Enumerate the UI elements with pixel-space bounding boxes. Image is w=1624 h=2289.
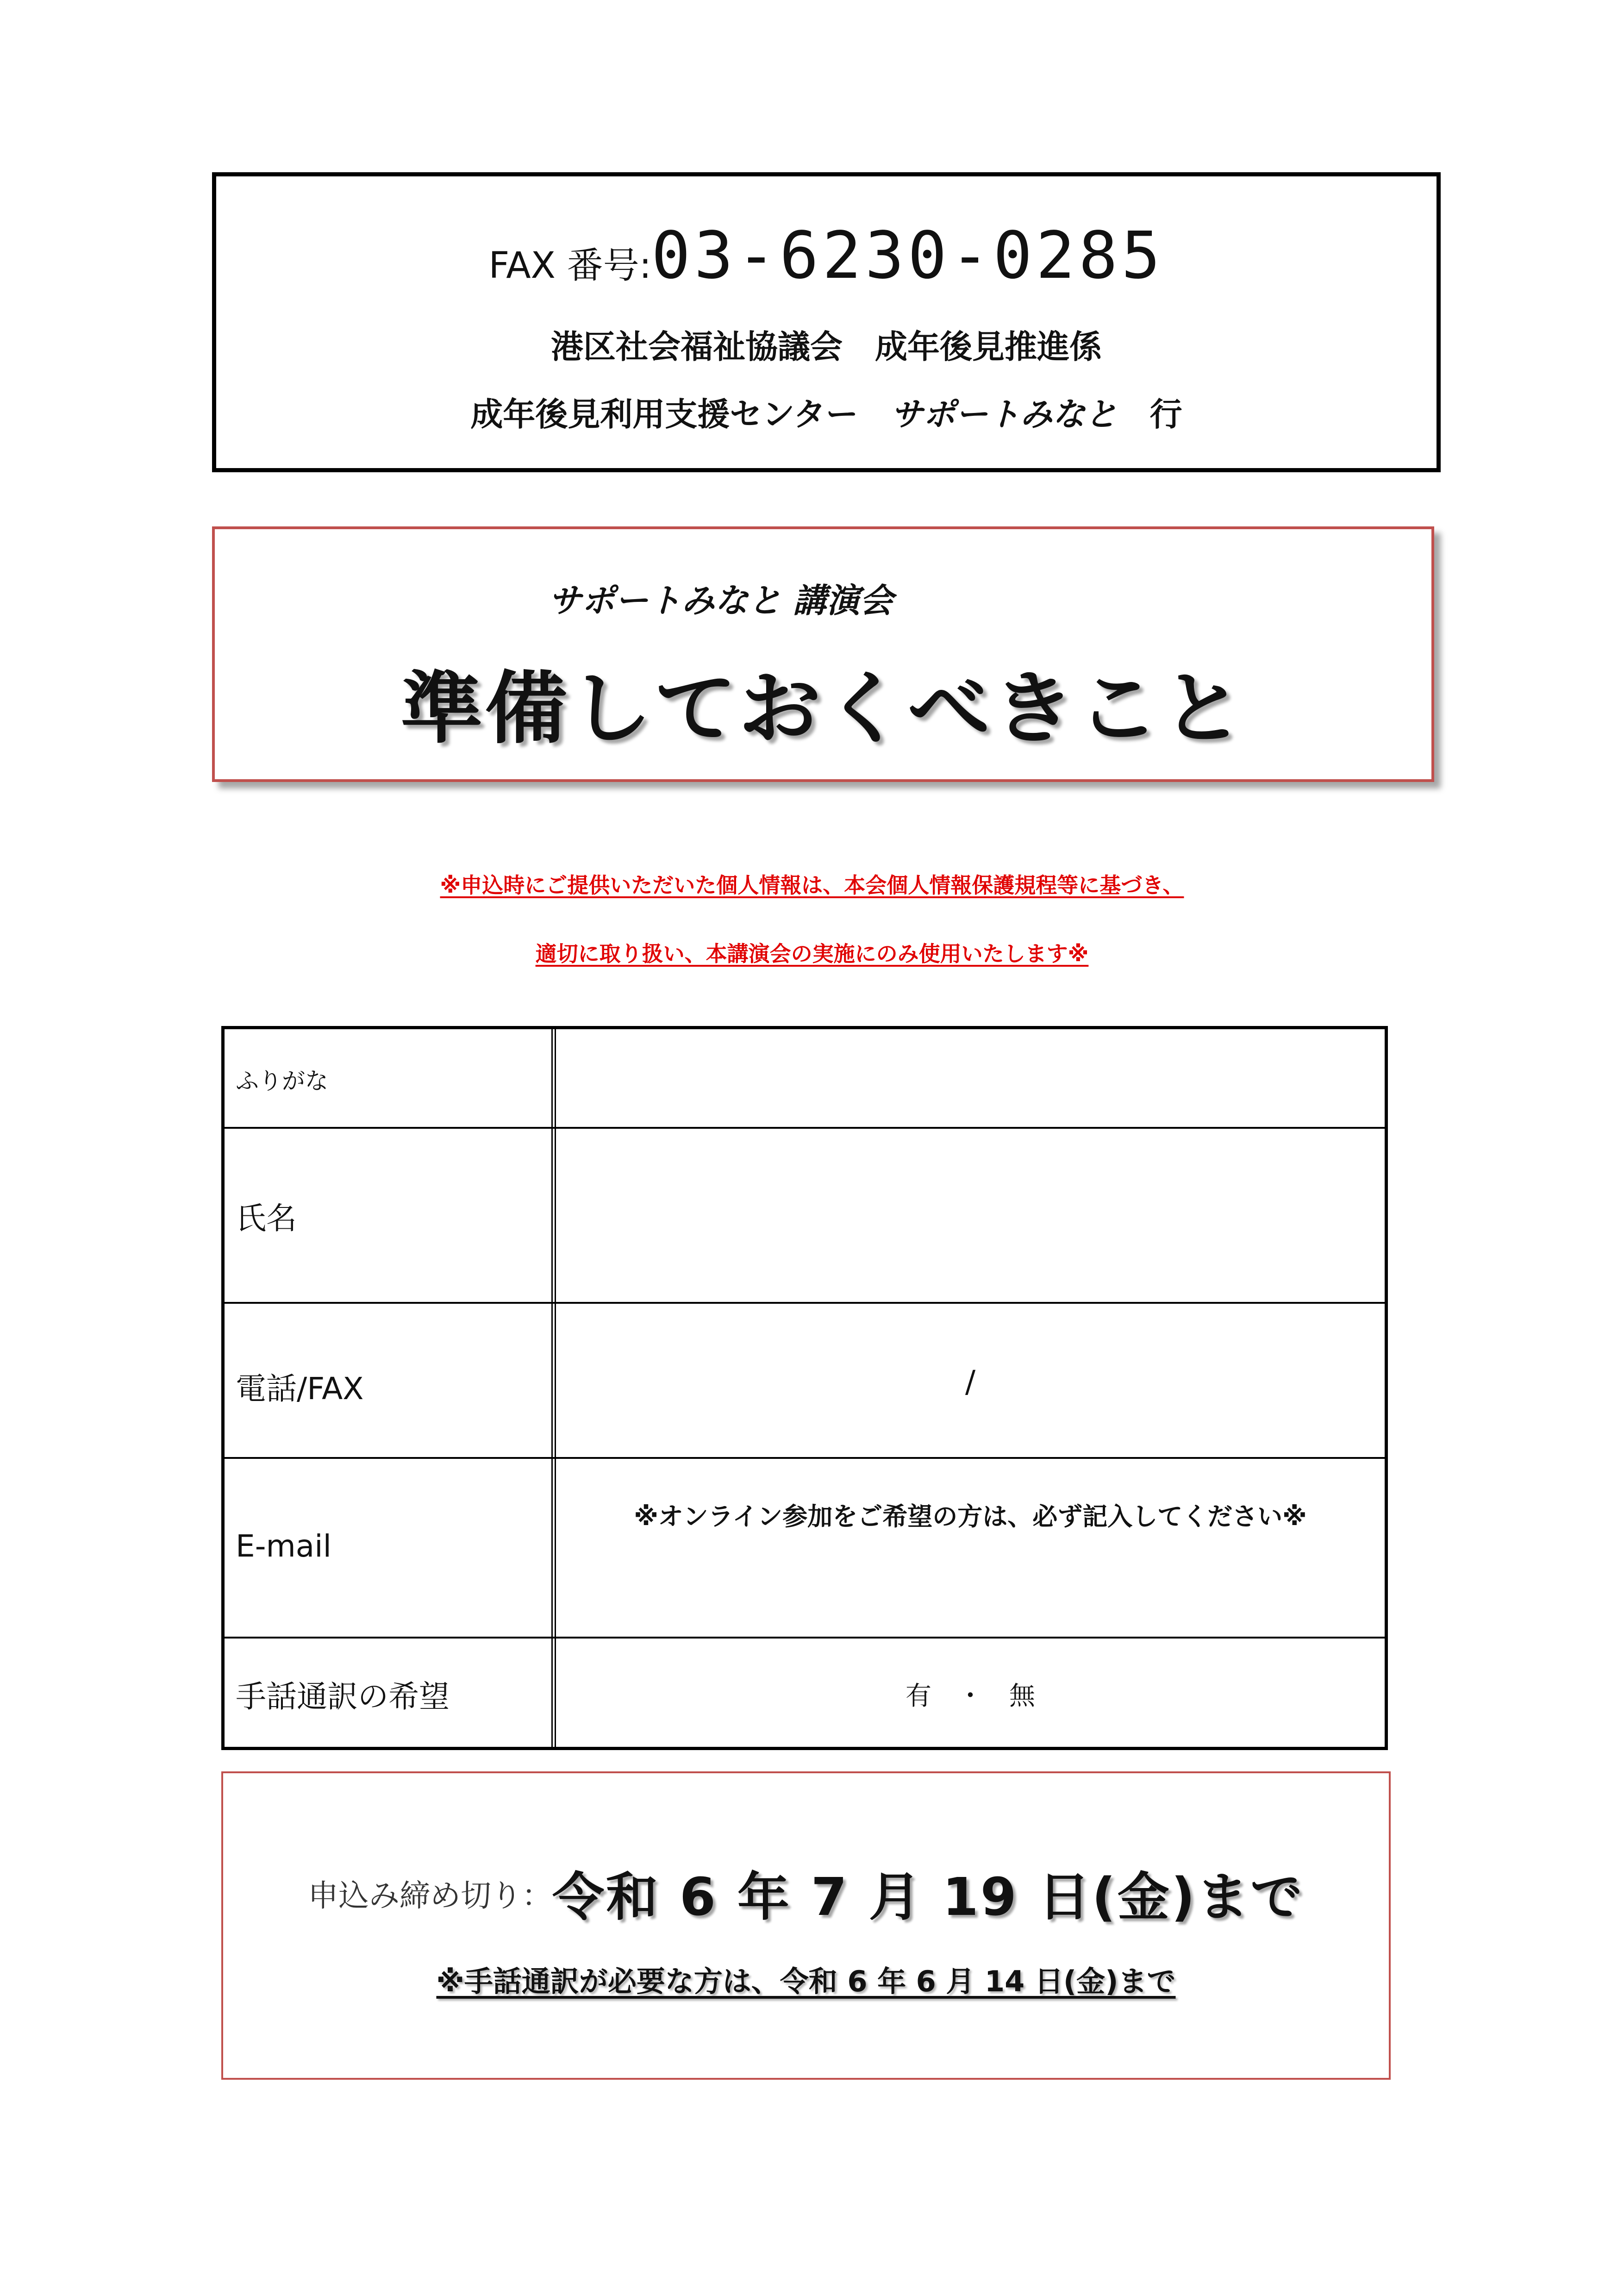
application-form-table <box>221 1026 1388 1750</box>
furigana-label: ふりがな <box>236 1068 328 1094</box>
deadline-box <box>221 1771 1391 2080</box>
name-label: 氏名 <box>236 1201 297 1236</box>
sign-language-options: 有 ・ 無 <box>906 1681 1035 1711</box>
label-cell <box>225 1459 556 1637</box>
fax-label: FAX 番号: <box>488 245 652 287</box>
fax-number-line <box>216 218 1437 294</box>
form-row-email <box>225 1459 1385 1639</box>
recipient-line <box>216 388 1437 435</box>
label-cell <box>225 1129 556 1302</box>
furigana-field[interactable] <box>556 1029 1385 1127</box>
phone-fax-separator: / <box>965 1364 976 1400</box>
deadline-line <box>223 1856 1389 1930</box>
fax-header-box <box>212 172 1441 472</box>
email-note: ※オンライン参加をご希望の方は、必ず記入してください※ <box>634 1502 1307 1531</box>
deadline-label: 申込み締め切り： <box>307 1878 552 1914</box>
sign-language-deadline-note: ※手話通訳が必要な方は、令和 6 年 6 月 14 日(金)まで <box>436 1964 1176 1998</box>
privacy-notice-line-2: 適切に取り扱い、本講演会の実施にのみ使用いたします※ <box>535 941 1089 966</box>
label-cell <box>225 1304 556 1457</box>
form-row-furigana <box>225 1029 1385 1129</box>
event-title-box <box>212 526 1434 782</box>
form-row-phone-fax <box>225 1304 1385 1459</box>
label-cell <box>225 1639 556 1747</box>
fax-number: 03-6230-0285 <box>651 218 1164 294</box>
event-subtitle: サポートみなと 講演会 <box>548 581 893 620</box>
phone-fax-field[interactable] <box>556 1304 1385 1457</box>
center-brand: サポートみなと <box>890 395 1118 433</box>
label-cell <box>225 1029 556 1127</box>
phone-fax-label: 電話/FAX <box>236 1371 364 1407</box>
event-title: 準備しておくべきこと <box>400 663 1246 755</box>
email-field[interactable] <box>556 1459 1385 1637</box>
name-field[interactable] <box>556 1129 1385 1302</box>
privacy-notice-line-1: ※申込時にご提供いただいた個人情報は、本会個人情報保護規程等に基づき、 <box>440 873 1184 898</box>
deadline-date: 令和 6 年 7 月 19 日(金)まで <box>552 1867 1305 1927</box>
email-label: E-mail <box>236 1528 331 1564</box>
form-row-sign-language <box>225 1639 1385 1747</box>
center-name: 成年後見利用支援センター <box>470 395 891 433</box>
sign-language-label: 手話通訳の希望 <box>236 1679 450 1714</box>
recipient-suffix: 行 <box>1117 395 1182 433</box>
sign-language-choice[interactable] <box>556 1639 1385 1747</box>
form-row-name <box>225 1129 1385 1304</box>
organization-name: 港区社会福祉協議会 成年後見推進係 <box>551 328 1102 366</box>
